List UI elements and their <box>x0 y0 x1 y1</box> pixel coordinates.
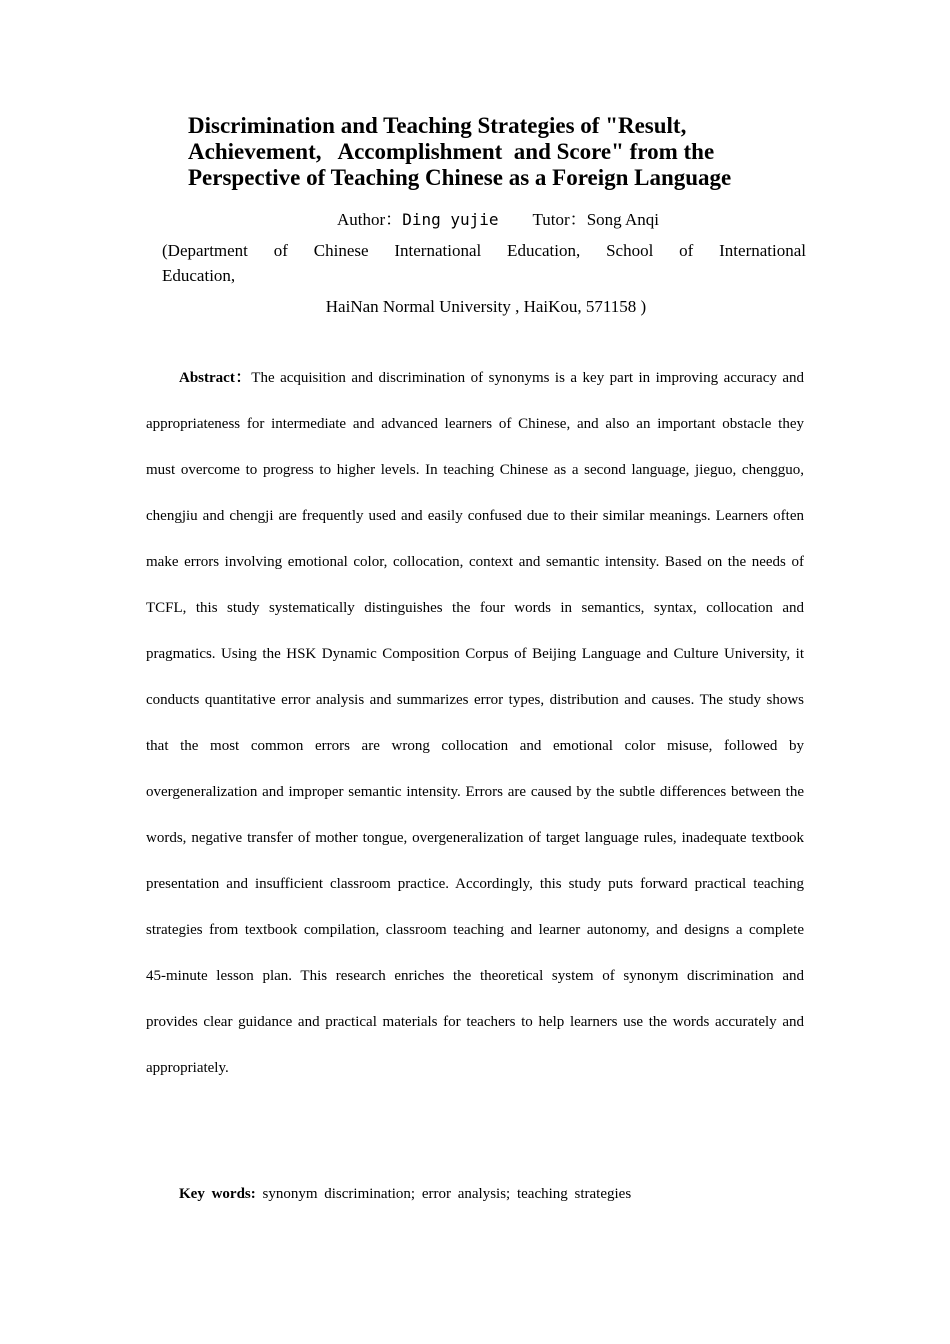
author-name: Ding yujie <box>402 210 499 229</box>
paper-title <box>188 113 808 191</box>
title-line-3: Perspective of Teaching Chinese as a Foreign Language <box>188 165 732 190</box>
affiliation-line-2: Education, <box>162 266 236 285</box>
keywords <box>179 1181 631 1207</box>
abstract-label: Abstract： <box>179 370 252 386</box>
title-line-1: Discrimination and Teaching Strategies of "Result, <box>188 113 687 138</box>
keywords-label: Key words: <box>179 1186 256 1202</box>
affiliation <box>162 238 806 288</box>
abstract-text: The acquisition and discrimination of synonyms is a key part in improving accuracy and appropriateness for intermediate and advanced learners of Chinese, and also an important obstacle they must overcome to progress to higher levels. In teaching Chinese as a second language, jieguo, chengguo, chengjiu and chengji are frequently used and easily confused due to their similar meanings. Learners often make errors involving emotional color, collocation, context and semantic intensity. Based on the needs of TCFL, this study systematically distinguishes the four words in semantics, syntax, collocation and pragmatics. Using the HSK Dynamic Composition Corpus of Beijing Language and Culture University, it conducts quantitative error analysis and summarizes error types, distribution and causes. The study shows that the most common errors are wrong collocation and emotional color misuse, followed by overgeneralization and improper semantic intensity. Errors are caused by the subtle differences between the words, negative transfer of mother tongue, overgeneralization of target language rules, inadequate textbook presentation and insufficient classroom practice. Accordingly, this study puts forward practical teaching strategies from textbook compilation, classroom teaching and learner autonomy, and designs a complete 45-minute lesson plan. This research enriches the theoretical system of synonym discrimination and provides clear guidance and practical materials for teachers to help learners use the words accurately and appropriately. <box>146 370 804 1076</box>
tutor-name: Song Anqi <box>586 210 659 229</box>
author-line <box>0 207 950 233</box>
tutor-label: Tutor： <box>532 210 587 229</box>
address: HaiNan Normal University , HaiKou, 571158 ) <box>325 297 647 316</box>
keywords-text: synonym discrimination; error analysis; teaching strategies <box>262 1186 632 1202</box>
abstract <box>146 355 804 1091</box>
author-label: Author： <box>337 210 403 229</box>
affiliation-line-1: (Department of Chinese International Education, School of International <box>162 241 806 260</box>
title-line-2: Achievement, Accomplishment and Score" from the <box>188 139 715 164</box>
